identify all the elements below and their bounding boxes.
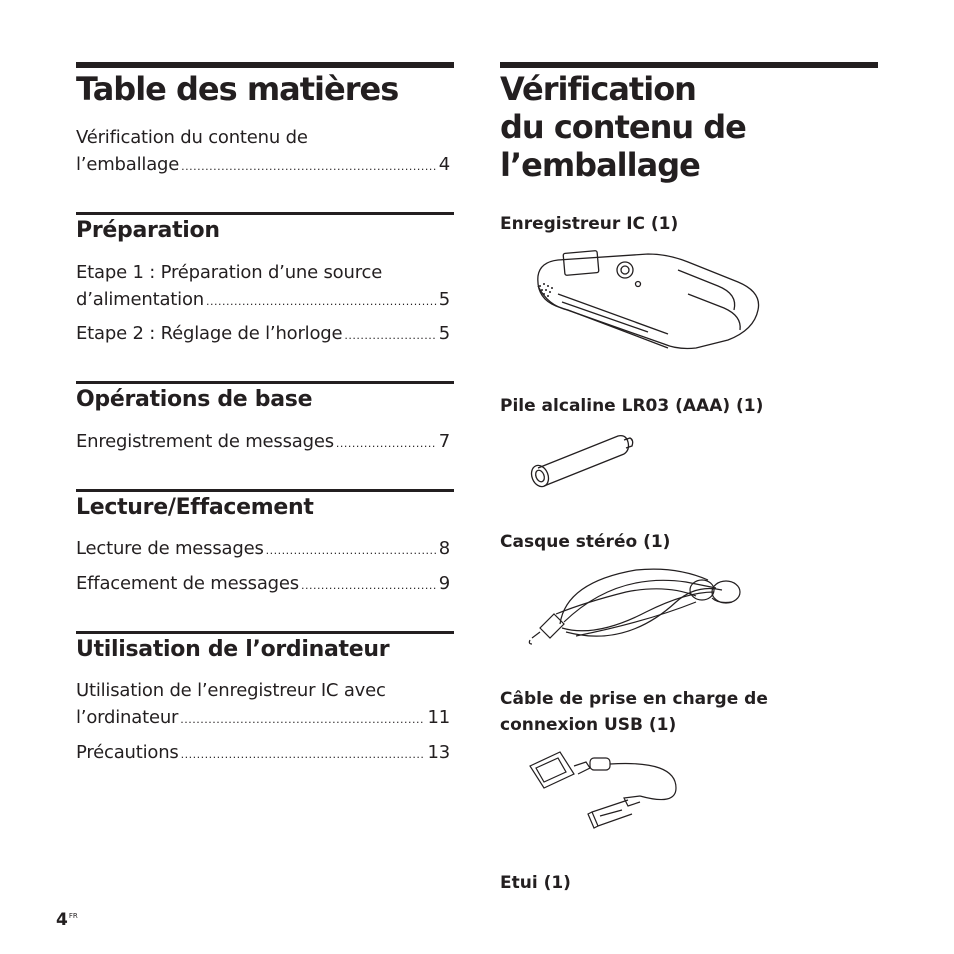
package-title bbox=[500, 70, 746, 184]
toc-entry[interactable] bbox=[76, 259, 450, 315]
toc-entry[interactable] bbox=[76, 570, 450, 599]
toc-page-number: 11 bbox=[427, 707, 450, 728]
package-item-label: Enregistreur IC (1) bbox=[500, 214, 679, 234]
section-rule bbox=[76, 631, 454, 634]
usb-cable-icon bbox=[528, 748, 688, 832]
ic-recorder-icon bbox=[528, 248, 764, 352]
toc-entry-label: Lecture de messages bbox=[76, 538, 264, 559]
battery-icon bbox=[526, 428, 636, 488]
leader-dots bbox=[206, 288, 437, 315]
package-title-line: l’emballage bbox=[500, 146, 700, 184]
toc-entry-label: Enregistrement de messages bbox=[76, 431, 334, 452]
page-folio bbox=[56, 910, 78, 930]
package-item-label: Casque stéréo (1) bbox=[500, 532, 671, 552]
leader-dots bbox=[301, 572, 437, 599]
leader-dots bbox=[181, 153, 437, 180]
toc-entry[interactable] bbox=[76, 739, 450, 768]
toc-entry-label: l’emballage bbox=[76, 154, 180, 175]
section-rule bbox=[76, 489, 454, 492]
toc-entry-label: Etape 2 : Réglage de l’horloge bbox=[76, 323, 343, 344]
section-heading: Utilisation de l’ordinateur bbox=[76, 637, 390, 662]
package-item-label bbox=[500, 686, 768, 738]
toc-entry-label: Précautions bbox=[76, 742, 179, 763]
lang-code: FR bbox=[68, 912, 78, 920]
toc-page-number: 7 bbox=[438, 431, 450, 452]
section-heading: Lecture/Effacement bbox=[76, 495, 314, 520]
package-title-line: Vérification bbox=[500, 70, 696, 108]
toc-top-rule bbox=[76, 62, 454, 68]
section-rule bbox=[76, 381, 454, 384]
package-item-label: Pile alcaline LR03 (AAA) (1) bbox=[500, 396, 764, 416]
leader-dots bbox=[266, 537, 437, 564]
toc-page-number: 8 bbox=[438, 538, 450, 559]
toc-entry-label: l’ordinateur bbox=[76, 707, 179, 728]
toc-entry[interactable] bbox=[76, 124, 450, 180]
toc-page-number: 4 bbox=[438, 154, 450, 175]
toc-entry[interactable] bbox=[76, 677, 450, 733]
package-title-line: du contenu de bbox=[500, 108, 746, 146]
toc-title: Table des matières bbox=[76, 70, 399, 108]
section-heading: Préparation bbox=[76, 218, 220, 243]
toc-entry-label: Effacement de messages bbox=[76, 573, 299, 594]
toc-page-number: 5 bbox=[438, 289, 450, 310]
toc-page-number: 5 bbox=[438, 323, 450, 344]
leader-dots bbox=[181, 741, 426, 768]
leader-dots bbox=[344, 322, 436, 349]
leader-dots bbox=[180, 706, 425, 733]
earphones-icon bbox=[526, 562, 746, 646]
page-number: 4 bbox=[56, 910, 68, 930]
section-heading: Opérations de base bbox=[76, 387, 313, 412]
toc-page-number: 13 bbox=[427, 742, 450, 763]
section-rule bbox=[76, 212, 454, 215]
toc-entry-line1: Etape 1 : Préparation d’une source bbox=[76, 262, 383, 283]
package-item-label: Etui (1) bbox=[500, 873, 571, 893]
toc-entry-line1: Vérification du contenu de bbox=[76, 127, 308, 148]
leader-dots bbox=[336, 430, 437, 457]
toc-entry-label: d’alimentation bbox=[76, 289, 204, 310]
package-top-rule bbox=[500, 62, 878, 68]
toc-entry[interactable] bbox=[76, 535, 450, 564]
toc-page-number: 9 bbox=[438, 573, 450, 594]
toc-entry[interactable] bbox=[76, 320, 450, 349]
package-item-label-line: connexion USB (1) bbox=[500, 715, 677, 735]
package-item-label-line: Câble de prise en charge de bbox=[500, 689, 768, 709]
toc-entry[interactable] bbox=[76, 428, 450, 457]
toc-entry-line1: Utilisation de l’enregistreur IC avec bbox=[76, 680, 386, 701]
